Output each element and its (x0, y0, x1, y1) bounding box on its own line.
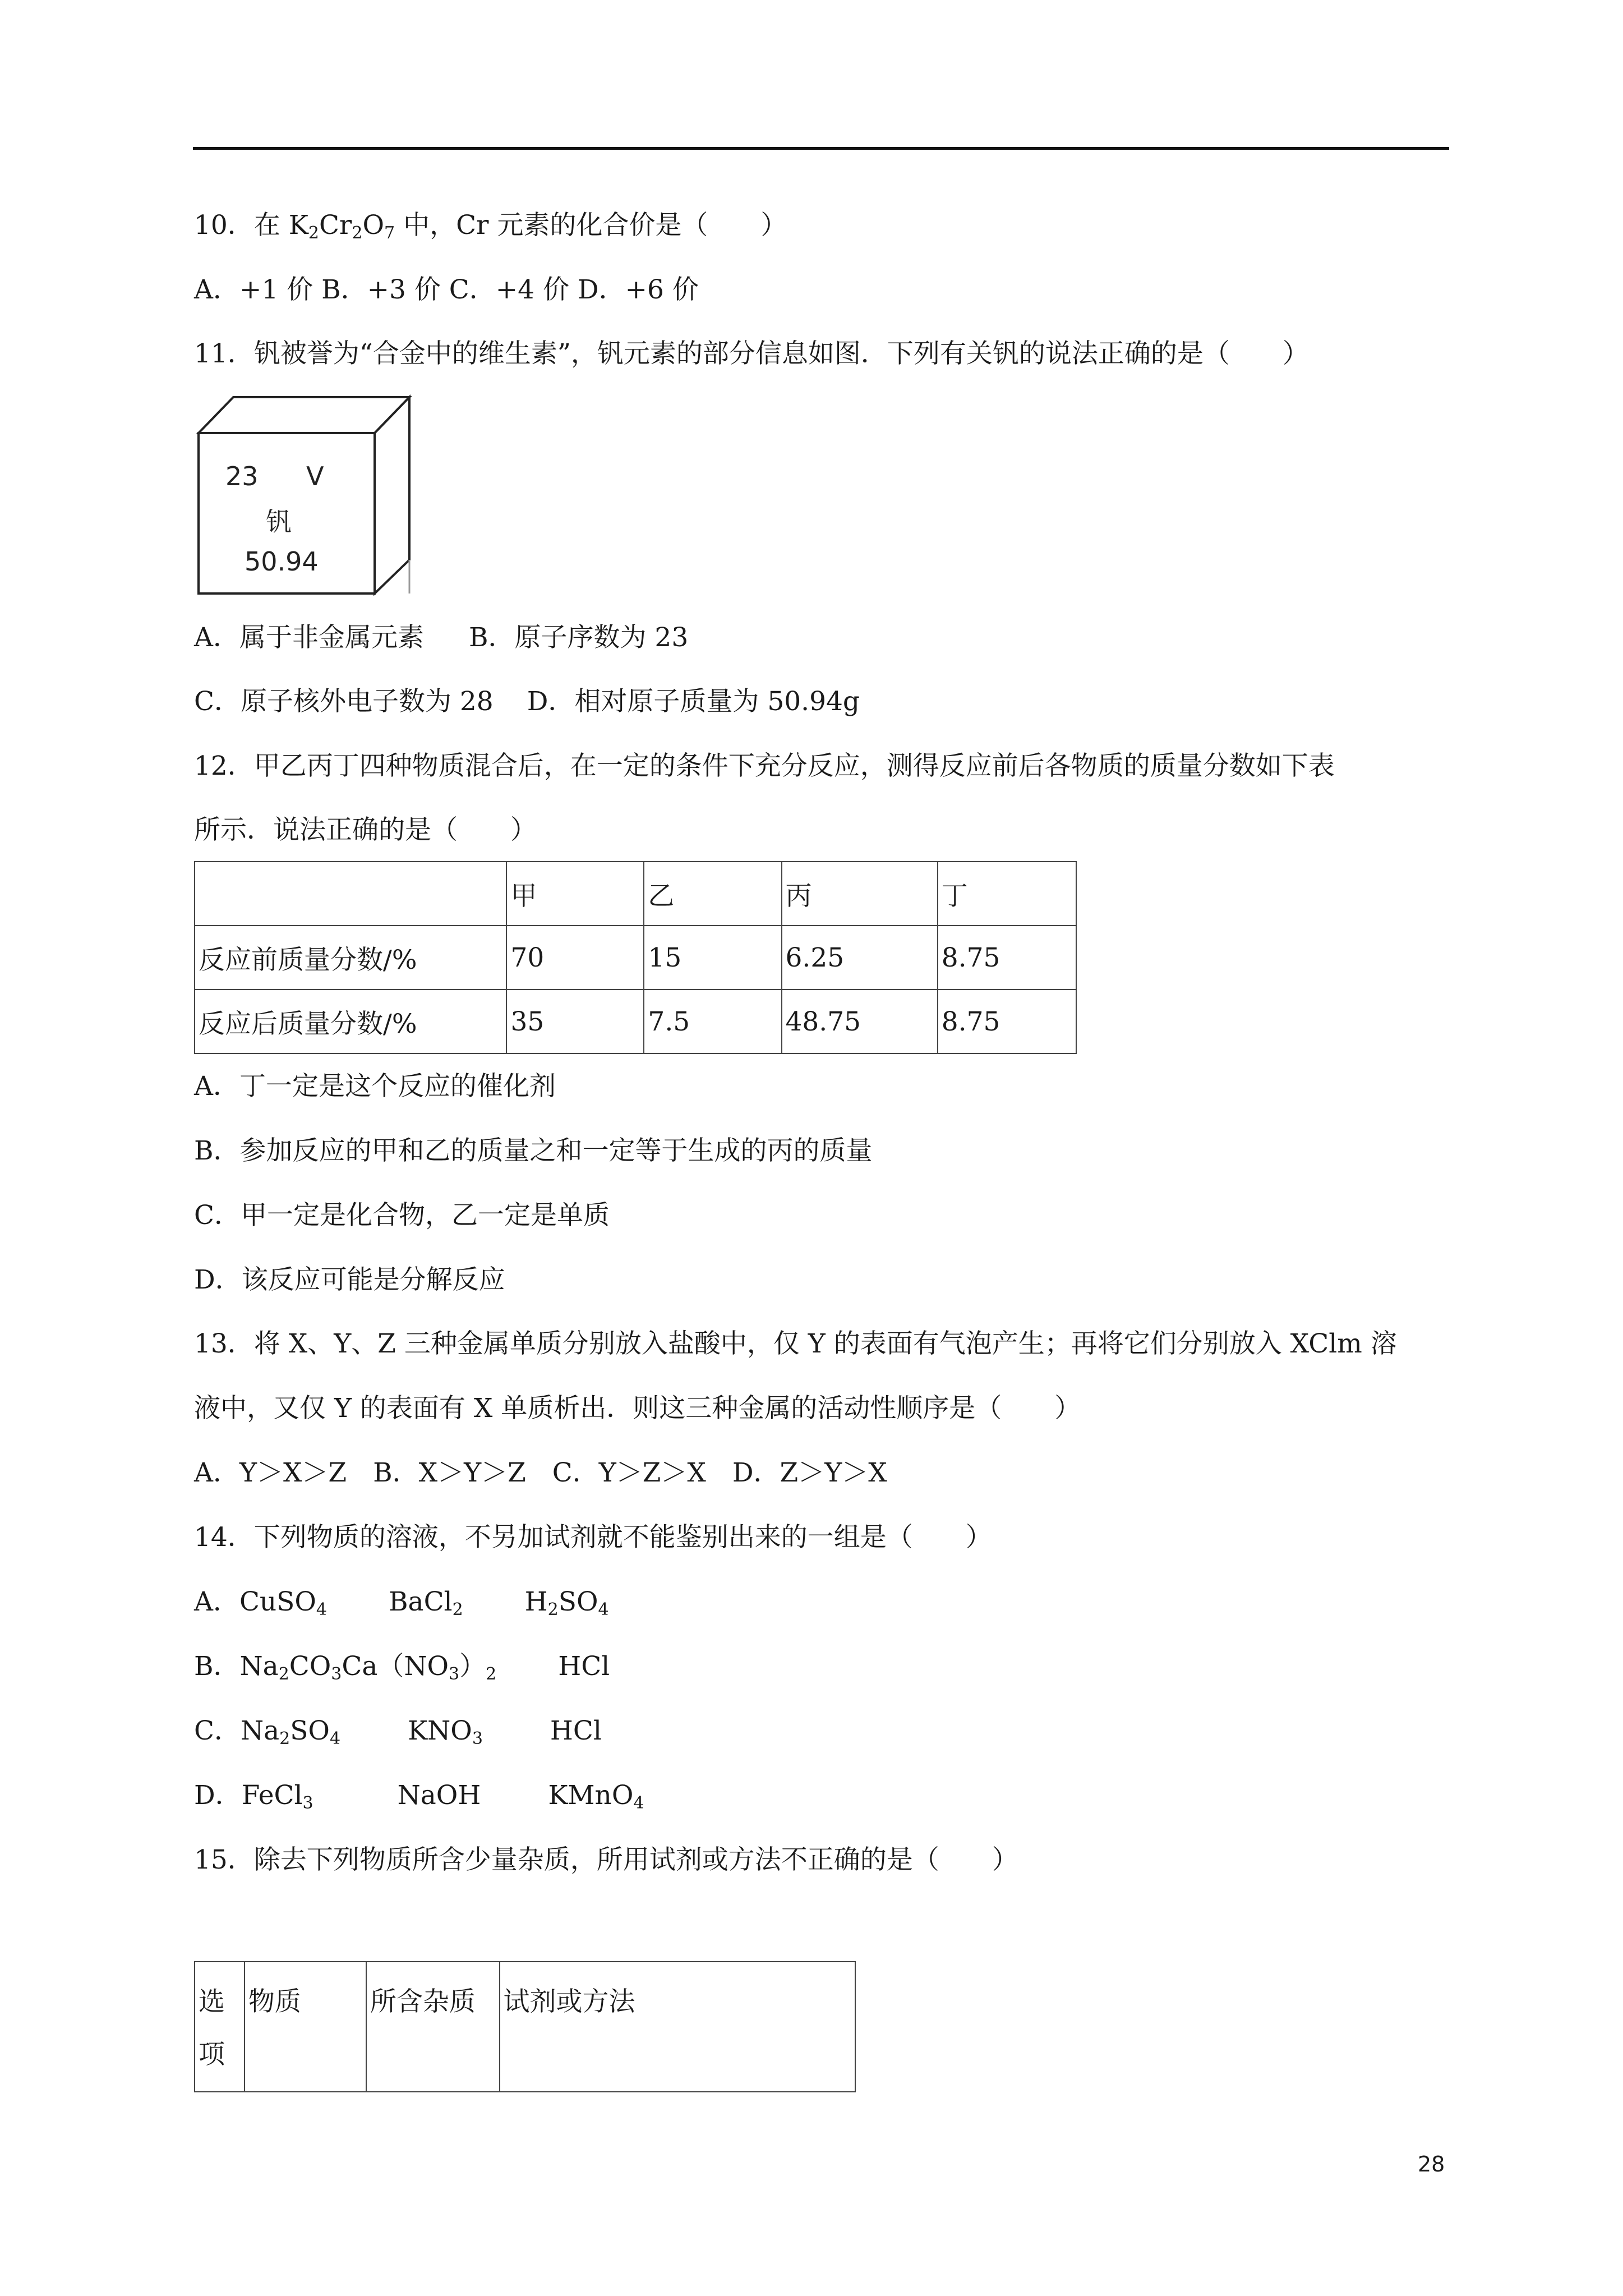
q14-stem: 14．下列物质的溶液，不另加试剂就不能鉴别出来的一组是（ ） (194, 1522, 992, 1553)
q10-options: A．+1 价 B．+3 价 C．+4 价 D．+6 价 (194, 274, 699, 305)
table-cell: 甲 (506, 862, 644, 926)
table-header-row (195, 862, 1076, 926)
q13-options: A．Y＞X＞Z B．X＞Y＞Z C．Y＞Z＞X D．Z＞Y＞X (194, 1457, 887, 1488)
q12-option-b: B．参加反应的甲和乙的质量之和一定等于生成的丙的质量 (194, 1135, 873, 1166)
q14-option-d: D．FeCl$_3$ NaOH KMnO$_4$ (194, 1780, 644, 1813)
header-rule (193, 147, 1449, 150)
table-cell: 8.75 (938, 926, 1076, 990)
q15-stem: 15．除去下列物质所含少量杂质，所用试剂或方法不正确的是（ ） (194, 1844, 1018, 1875)
q10-stem: 10．在 $K_2Cr_2O_7$ 中，Cr 元素的化合价是（ ） (194, 210, 787, 243)
table-cell: 选项 (195, 1962, 245, 2092)
q12-option-a: A．丁一定是这个反应的催化剂 (194, 1071, 556, 1102)
table-cell: 反应前质量分数/% (195, 926, 506, 990)
q12-mass-table (194, 861, 1077, 1054)
q11-options-cd: C．原子核外电子数为 28 D．相对原子质量为 50.94g (194, 686, 860, 717)
table-cell: 6.25 (782, 926, 938, 990)
table-row (195, 990, 1076, 1053)
q15-impurity-table (194, 1961, 856, 2092)
table-cell: 48.75 (782, 990, 938, 1053)
table-cell: 35 (506, 990, 644, 1053)
table-cell: 7.5 (644, 990, 781, 1053)
table-cell: 试剂或方法 (500, 1962, 855, 2092)
table-cell: 反应后质量分数/% (195, 990, 506, 1053)
table-cell: 乙 (644, 862, 781, 926)
table-cell: 70 (506, 926, 644, 990)
element-name: 钒 (266, 507, 292, 537)
table-cell: 物质 (245, 1962, 366, 2092)
q14-option-c: C．$Na_2SO_4$ $KNO_3$ HCl (194, 1715, 602, 1749)
q14-option-a: A．CuSO$_4$ BaCl$_2$ $H_2SO_4$ (194, 1586, 609, 1619)
element-symbol: V (306, 461, 324, 491)
table-cell: 丁 (938, 862, 1076, 926)
element-atomic-mass: 50.94 (245, 546, 319, 577)
q12-stem-line2: 所示．说法正确的是（ ） (194, 815, 537, 845)
table-cell: 所含杂质 (366, 1962, 500, 2092)
table-header-row (195, 1962, 855, 2092)
q14-option-b: B．$Na_2CO_3Ca(NO_3)_2$ HCl (194, 1651, 610, 1684)
vanadium-element-tile (194, 393, 414, 596)
q12-option-d: D．该反应可能是分解反应 (194, 1264, 505, 1295)
table-row (195, 926, 1076, 990)
table-cell (195, 862, 506, 926)
page-number: 28 (1418, 2152, 1445, 2177)
q12-stem-line1: 12．甲乙丙丁四种物质混合后，在一定的条件下充分反应，测得反应前后各物质的质量分数如下表 (194, 751, 1335, 781)
q11-options-ab: A．属于非金属元素 B．原子序数为 23 (194, 622, 689, 653)
table-cell: 15 (644, 926, 781, 990)
q13-stem-line1: 13．将 X、Y、Z 三种金属单质分别放入盐酸中，仅 Y 的表面有气泡产生；再将它们分别放入 XClm 溶 (194, 1328, 1397, 1359)
element-atomic-number: 23 (225, 461, 259, 491)
q12-option-c: C．甲一定是化合物，乙一定是单质 (194, 1200, 610, 1231)
q11-stem: 11．钒被誉为“合金中的维生素”，钒元素的部分信息如图．下列有关钒的说法正确的是（ ） (194, 338, 1309, 369)
q13-stem-line2: 液中，又仅 Y 的表面有 X 单质析出．则这三种金属的活动性顺序是（ ） (194, 1393, 1081, 1424)
table-cell: 8.75 (938, 990, 1076, 1053)
table-cell: 丙 (782, 862, 938, 926)
